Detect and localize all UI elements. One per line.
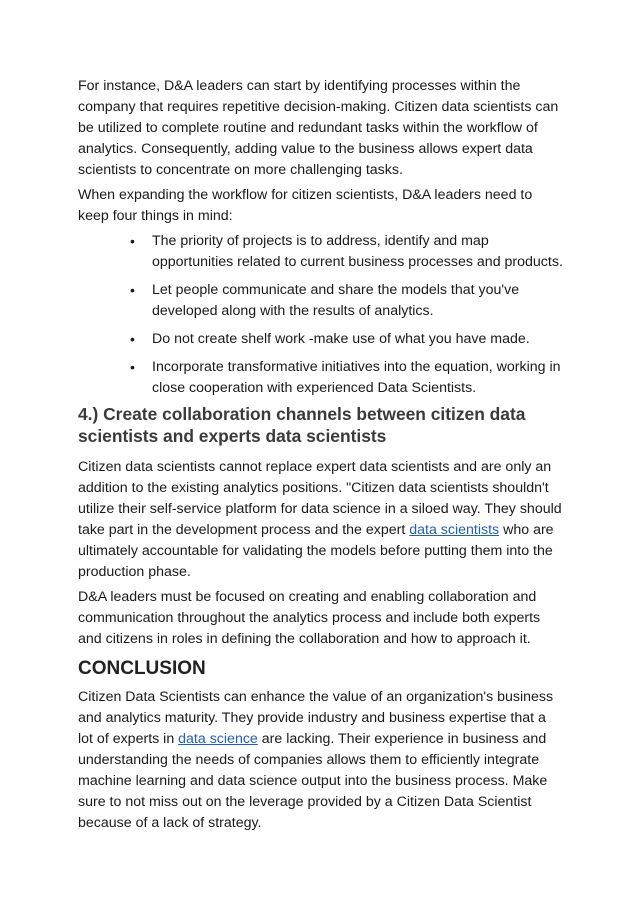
data-scientists-link[interactable]: data scientists [409, 522, 500, 538]
conclusion-heading: CONCLUSION [78, 658, 206, 679]
conclusion-paragraph: Citizen Data Scientists can enhance the value of an organization's business and analytics maturity. They provide industry and business expertise that a lot of experts in data science are lacking. Their experience in business and understanding the needs of companies allows them to efficiently integrate machine learning and data science output into the business process. Make sure to not miss out on the leverage provided by a Citizen Data Scientist because of a lack of strategy. [78, 689, 554, 831]
list-item: • Let people communicate and share the models that you've developed along with the results of analytics. [130, 282, 520, 319]
bullet-list [78, 231, 564, 399]
list-item: • Incorporate transformative initiatives into the equation, working in close cooperation with experienced Data Scientists. [130, 359, 561, 396]
document-page [78, 76, 564, 834]
data-science-link[interactable]: data science [178, 731, 258, 747]
intro-paragraph: For instance, D&A leaders can start by identifying processes within the company that requires repetitive decision-making. Citizen data scientists can be utilized to complete routine and redundant tasks within the workflow of analytics. Consequently, adding value to the business allows expert data scientists to concentrate on more challenging tasks. [78, 78, 559, 178]
bullet-icon: • [130, 282, 135, 298]
leaders-paragraph: D&A leaders must be focused on creating and enabling collaboration and communication throughout the analytics process and include both experts and citizens in roles in defining the collaboration and how to approach it. [78, 589, 541, 647]
bullet-icon: • [130, 359, 135, 375]
bullet-icon: • [130, 331, 135, 347]
section-heading: 4.) Create collaboration channels between citizen data scientists and experts data scientists [78, 404, 526, 446]
list-item: • Do not create shelf work -make use of what you have made. [78, 329, 564, 350]
collaboration-paragraph: Citizen data scientists cannot replace expert data scientists and are only an addition to the existing analytics positions. "Citizen data scientists shouldn't utilize their self-service platform for data science in a siloed way. They should take part in the development process and the expert data scientists who are ultimately accountable for validating the models before putting them into the production phase. [78, 459, 562, 580]
bullet-icon: • [130, 233, 135, 249]
list-item: • The priority of projects is to address, identify and map opportunities related to current business processes and products. [130, 233, 563, 270]
workflow-paragraph: When expanding the workflow for citizen scientists, D&A leaders need to keep four things in mind: [78, 187, 533, 224]
